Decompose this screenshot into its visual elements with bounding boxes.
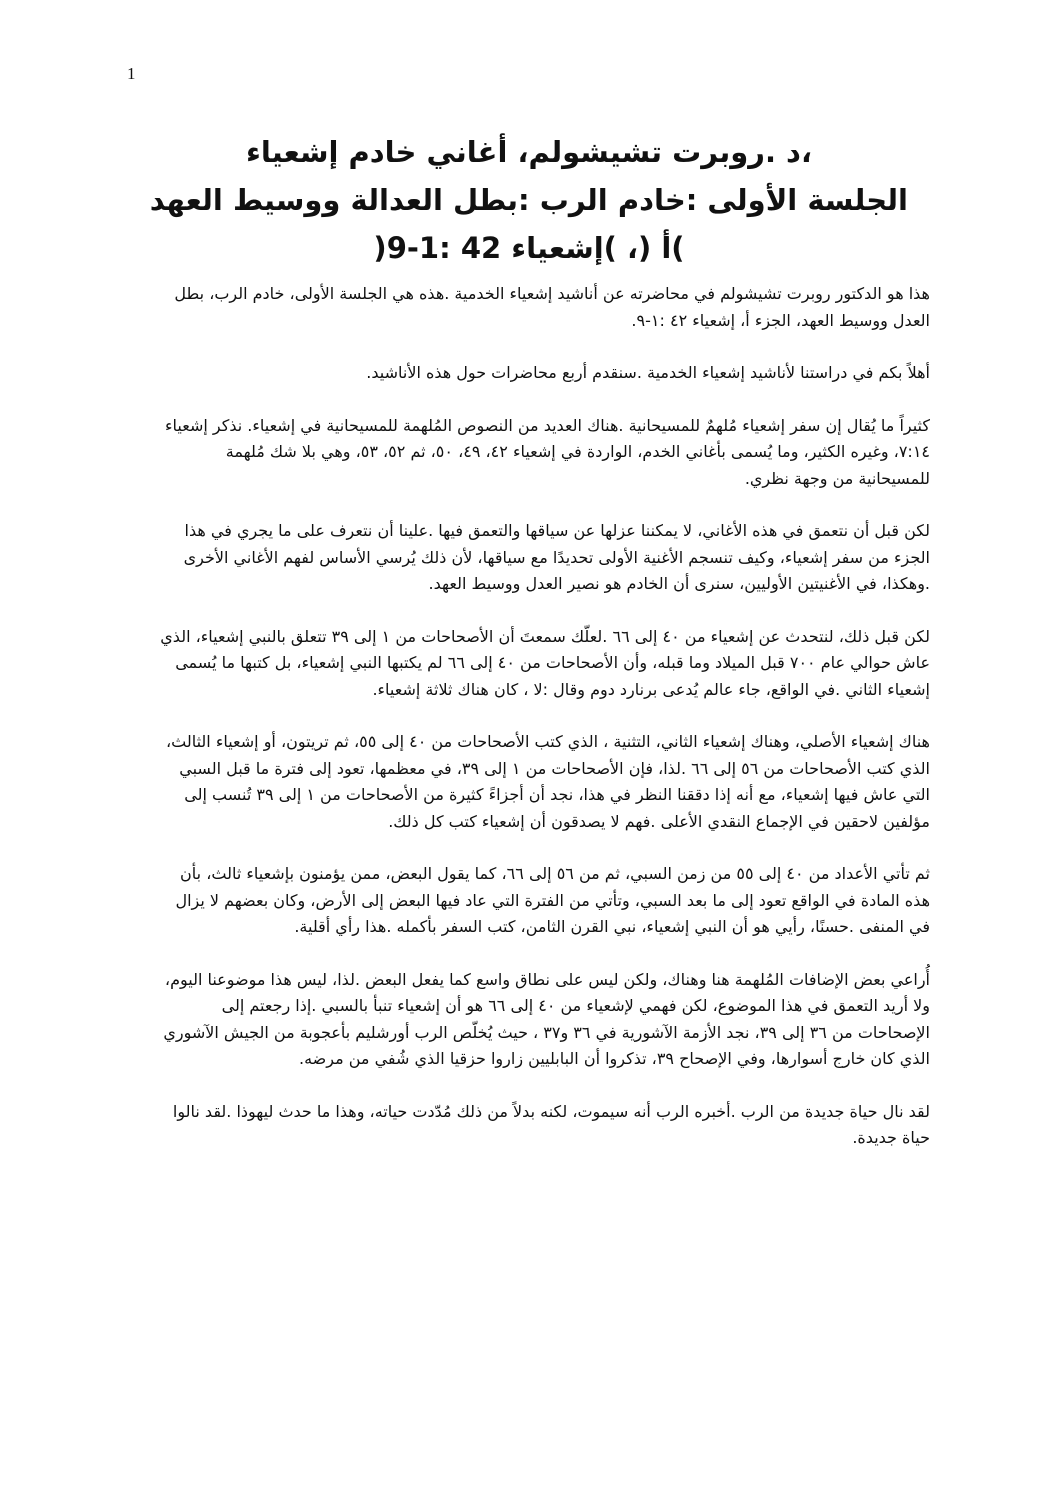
page-number: 1 [127,64,136,83]
document-body [155,281,930,1178]
paragraph: أُراعي بعض الإضافات المُلهمة هنا وهناك، ولكن ليس على نطاق واسع كما يفعل البعض .لذا، ليس هذا موضوعنا اليوم، ولا أريد التعمق في هذا الموضوع، لكن فهمي لإشعياء من ٤٠ إلى ٦٦ هو أن إشعياء تنبأ بالسبي .إذا رجعتم إلى الإصحاحات من ٣٦ إلى ٣٩، نجد الأزمة الآشورية في ٣٦ و٣٧ ، حيث يُخلّص الرب أورشليم بأعجوبة من الجيش الآشوري الذي كان خارج أسوارها، وفي الإصحاح ٣٩، تذكروا أن البابليين زاروا حزقيا الذي شُفي من مرضه. [163,969,930,1068]
paragraph: كثيراً ما يُقال إن سفر إشعياء مُلهمٌ للمسيحانية .هناك العديد من النصوص المُلهمة للمسيحانية في إشعياء. نذكر إشعياء ٧:١٤، وغيره الكثير، وما يُسمى بأغاني الخدم، الواردة في إشعياء ٤٢، ٤٩، ٥٠، ثم ٥٢، ٥٣، وهي بلا شك مُلهمة للمسيحانية من وجهة نظري. [165,415,930,488]
document-title [150,128,908,272]
paragraph: لكن قبل ذلك، لنتحدث عن إشعياء من ٤٠ إلى ٦٦ .لعلّك سمعتَ أن الأصحاحات من ١ إلى ٣٩ تتعلق بالنبي إشعياء، الذي عاش حوالي عام ٧٠٠ قبل الميلاد وما قبله، وأن الأصحاحات من ٤٠ إلى ٦٦ لم يكتبها النبي إشعياء، بل كتبها ما يُسمى إشعياء الثاني .في الواقع، جاء عالم يُدعى برنارد دوم وقال :لا ، كان هناك ثلاثة إشعياء. [160,626,930,699]
paragraph: ثم تأتي الأعداد من ٤٠ إلى ٥٥ من زمن السبي، ثم من ٥٦ إلى ٦٦، كما يقول البعض، ممن يؤمنون بإشعياء ثالث، بأن هذه المادة في الواقع تعود إلى ما بعد السبي، وتأتي من الفترة التي عاد فيها البعض إلى الأرض، وكان بعضهم لا يزال في المنفى .حسنًا، رأيي هو أن النبي إشعياء، نبي القرن الثامن، كتب السفر بأكمله .هذا رأي أقلية. [175,864,930,936]
paragraph: لقد نال حياة جديدة من الرب .أخبره الرب أنه سيموت، لكنه بدلاً من ذلك مُدّدت حياته، وهذا ما حدث ليهوذا .لقد نالوا حياة جديدة. [172,1101,930,1147]
title-line-3: )أ (، )إشعياء 42 :1-9( [373,231,685,265]
paragraph: أهلاً بكم في دراستنا لأناشيد إشعياء الخدمية .سنقدم أربع محاضرات حول هذه الأناشيد. [366,363,930,382]
paragraph: هذا هو الدكتور روبرت تشيشولم في محاضرته عن أناشيد إشعياء الخدمية .هذه هي الجلسة الأولى، خادم الرب، بطل العدل ووسيط العهد، الجزء أ، إشعياء ٤٢ :١-٩. [174,284,930,330]
paragraph: هناك إشعياء الأصلي، وهناك إشعياء الثاني، التثنية ، الذي كتب الأصحاحات من ٤٠ إلى ٥٥، ثم تريتون، أو إشعياء الثالث، الذي كتب الأصحاحات من ٥٦ إلى ٦٦ .لذا، فإن الأصحاحات من ١ إلى ٣٩، في معظمها، تعود إلى فترة ما قبل السبي التي عاش فيها إشعياء، مع أنه إذا دققنا النظر في هذا، نجد أن أجزاءً كثيرة من الأصحاحات من ١ إلى ٣٩ تُنسب إلى مؤلفين لاحقين في الإجماع النقدي الأعلى .فهم لا يصدقون أن إشعياء كتب كل ذلك. [165,732,930,831]
title-line-2: الجلسة الأولى :خادم الرب :بطل العدالة ووسيط العهد [149,183,908,217]
title-line-1: ،د .روبرت تشيشولم، أغاني خادم إشعياء [246,135,812,169]
paragraph: لكن قبل أن نتعمق في هذه الأغاني، لا يمكننا عزلها عن سياقها والتعمق فيها .علينا أن نتعرف على ما يجري في هذا الجزء من سفر إشعياء، وكيف تنسجم الأغنية الأولى تحديدًا مع سياقها، لأن ذلك يُرسي الأساس لفهم الأغاني الأخرى .وهكذا، في الأغنيتين الأوليين، سنرى أن الخادم هو نصير العدل ووسيط العهد. [183,521,930,593]
